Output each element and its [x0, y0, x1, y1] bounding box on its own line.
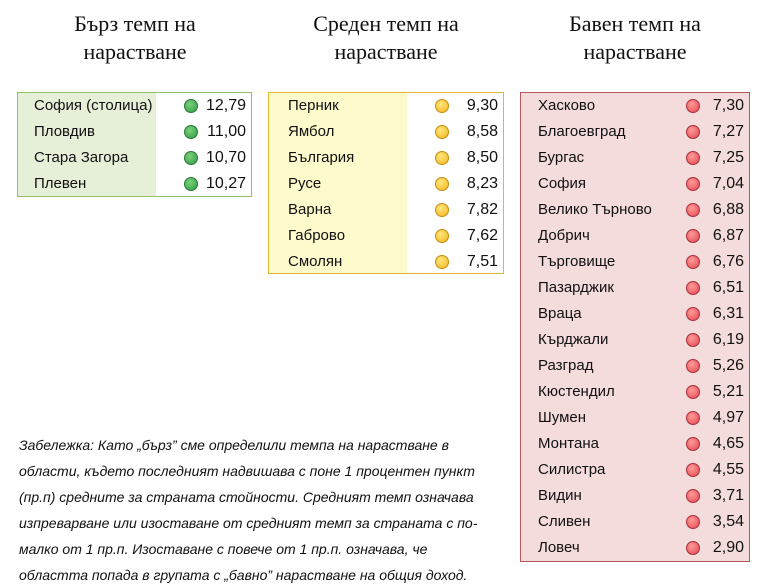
- table-row: [269, 249, 503, 275]
- table-row: [521, 197, 749, 223]
- table-row: [269, 171, 503, 197]
- growth-value: 9,30: [466, 97, 498, 114]
- note-line: области, където последният надвишава с поне 1 процентен пункт: [19, 463, 475, 479]
- table-row: [18, 171, 251, 197]
- note-text: [19, 432, 519, 588]
- growth-value: 8,50: [466, 149, 498, 166]
- title-medium-line-2: нарастване: [334, 39, 438, 64]
- region-name: Ямбол: [288, 123, 335, 140]
- growth-value: 6,19: [712, 331, 744, 348]
- table-row: [521, 145, 749, 171]
- region-name: Пазарджик: [538, 279, 614, 296]
- growth-value: 7,04: [712, 175, 744, 192]
- growth-value: 7,25: [712, 149, 744, 166]
- growth-value: 3,54: [712, 513, 744, 530]
- region-name: Сливен: [538, 513, 591, 530]
- region-name: Благоевград: [538, 123, 626, 140]
- region-name: Разград: [538, 357, 594, 374]
- title-medium: [270, 10, 502, 66]
- table-row: [521, 353, 749, 379]
- growth-value: 7,30: [712, 97, 744, 114]
- fast-growth-table: [17, 92, 252, 197]
- growth-value: 2,90: [712, 539, 744, 556]
- region-name: Русе: [288, 175, 322, 192]
- slow-growth-table: [520, 92, 750, 562]
- growth-value: 10,27: [205, 175, 246, 192]
- region-name: Ловеч: [538, 539, 580, 556]
- growth-value: 3,71: [712, 487, 744, 504]
- table-row: [269, 119, 503, 145]
- table-row: [521, 379, 749, 405]
- growth-value: 6,88: [712, 201, 744, 218]
- table-row: [521, 327, 749, 353]
- region-name: София (столица): [34, 97, 153, 114]
- title-medium-line-1: Среден темп на: [313, 11, 459, 36]
- title-slow-line-1: Бавен темп на: [569, 11, 701, 36]
- region-name: България: [288, 149, 355, 166]
- growth-value: 6,76: [712, 253, 744, 270]
- medium-growth-table: [268, 92, 504, 274]
- table-row: [521, 457, 749, 483]
- table-row: [18, 93, 251, 119]
- table-row: [269, 223, 503, 249]
- region-name: Варна: [288, 201, 332, 218]
- growth-value: 6,31: [712, 305, 744, 322]
- table-row: [521, 405, 749, 431]
- table-row: [521, 535, 749, 561]
- table-row: [269, 93, 503, 119]
- table-row: [269, 197, 503, 223]
- note-line: (пр.п) средните за страната стойности. Средният темп означава: [19, 489, 474, 505]
- table-row: [521, 249, 749, 275]
- region-name: Велико Търново: [538, 201, 652, 218]
- region-name: Монтана: [538, 435, 599, 452]
- region-name: Враца: [538, 305, 582, 322]
- title-slow-line-2: нарастване: [583, 39, 687, 64]
- region-name: София: [538, 175, 587, 192]
- region-name: Търговище: [538, 253, 616, 270]
- growth-value: 10,70: [205, 149, 246, 166]
- table-row: [18, 145, 251, 171]
- title-fast-line-1: Бърз темп на: [74, 11, 196, 36]
- title-fast-line-2: нарастване: [83, 39, 187, 64]
- table-row: [269, 145, 503, 171]
- growth-value: 7,82: [466, 201, 498, 218]
- table-row: [521, 171, 749, 197]
- table-row: [521, 275, 749, 301]
- region-name: Кюстендил: [538, 383, 615, 400]
- table-row: [521, 301, 749, 327]
- table-row: [521, 509, 749, 535]
- region-name: Видин: [538, 487, 582, 504]
- region-name: Кърджали: [538, 331, 609, 348]
- region-name: Смолян: [288, 253, 343, 270]
- table-row: [521, 483, 749, 509]
- note-line: малко от 1 пр.п. Изоставане с повече от 1 пр.п. означава, че: [19, 541, 428, 557]
- table-row: [521, 223, 749, 249]
- growth-value: 4,65: [712, 435, 744, 452]
- region-name: Стара Загора: [34, 149, 129, 166]
- growth-value: 6,51: [712, 279, 744, 296]
- region-name: Хасково: [538, 97, 596, 114]
- growth-value: 7,62: [466, 227, 498, 244]
- growth-value: 5,26: [712, 357, 744, 374]
- growth-value: 8,58: [466, 123, 498, 140]
- region-name: Бургас: [538, 149, 585, 166]
- table-row: [521, 93, 749, 119]
- region-name: Габрово: [288, 227, 346, 244]
- growth-value: 6,87: [712, 227, 744, 244]
- region-name: Добрич: [538, 227, 590, 244]
- table-row: [521, 431, 749, 457]
- title-fast: [25, 10, 245, 66]
- growth-value: 12,79: [205, 97, 246, 114]
- note-line: изпреварване или изоставане от средният темп за страната с по-: [19, 515, 478, 531]
- region-name: Пловдив: [34, 123, 95, 140]
- growth-value: 8,23: [466, 175, 498, 192]
- growth-value: 4,55: [712, 461, 744, 478]
- region-name: Плевен: [34, 175, 87, 192]
- table-row: [521, 119, 749, 145]
- growth-value: 4,97: [712, 409, 744, 426]
- table-row: [18, 119, 251, 145]
- growth-value: 11,00: [207, 123, 246, 140]
- growth-value: 7,51: [466, 253, 498, 270]
- region-name: Шумен: [538, 409, 587, 426]
- note-line: областта попада в групата с „бавно” нарастване на общия доход.: [19, 567, 468, 583]
- region-name: Перник: [288, 97, 339, 114]
- note-line: Забележка: Като „бърз” сме определили темпа на нарастване в: [19, 437, 449, 453]
- title-slow: [520, 10, 750, 66]
- growth-value: 5,21: [712, 383, 744, 400]
- growth-value: 7,27: [712, 123, 744, 140]
- region-name: Силистра: [538, 461, 606, 478]
